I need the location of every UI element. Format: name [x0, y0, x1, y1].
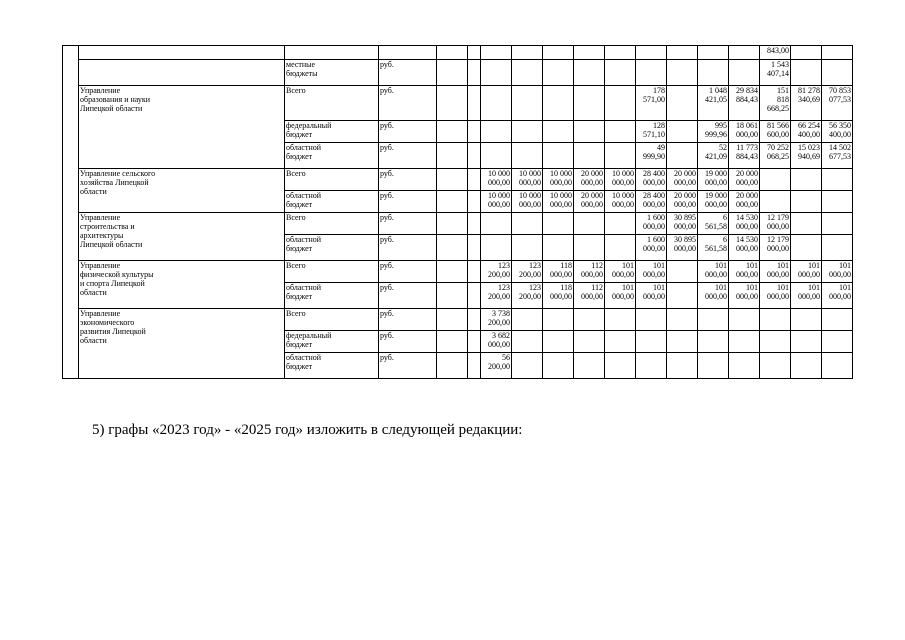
- value-cell: [512, 143, 543, 169]
- value-cell: [729, 309, 760, 331]
- value-cell: [760, 331, 791, 353]
- value-cell: [729, 46, 760, 60]
- unit-cell: руб.: [379, 261, 437, 283]
- value-cell: 123 200,00: [512, 261, 543, 283]
- organization-cell: Управление экономического развития Липецкой области: [79, 309, 285, 379]
- value-cell: 123 200,00: [481, 283, 512, 309]
- value-cell: 20 000 000,00: [667, 169, 698, 191]
- value-cell: [481, 86, 512, 121]
- value-cell: [729, 353, 760, 379]
- value-cell: [605, 60, 636, 86]
- value-cell: [574, 143, 605, 169]
- value-cell: [791, 169, 822, 191]
- unit-cell: руб.: [379, 191, 437, 213]
- empty-cell: [437, 235, 468, 261]
- value-cell: [667, 331, 698, 353]
- value-cell: [512, 213, 543, 235]
- value-cell: 101 000,00: [791, 283, 822, 309]
- value-cell: [605, 309, 636, 331]
- value-cell: [574, 213, 605, 235]
- value-cell: 12 179 000,00: [760, 213, 791, 235]
- empty-cell: [468, 121, 481, 143]
- unit-cell: руб.: [379, 169, 437, 191]
- value-cell: [481, 60, 512, 86]
- value-cell: 81 566 600,00: [760, 121, 791, 143]
- value-cell: [512, 235, 543, 261]
- empty-cell: [437, 331, 468, 353]
- value-cell: 12 179 000,00: [760, 235, 791, 261]
- value-cell: 6 561,58: [698, 213, 729, 235]
- value-cell: 11 773 884,43: [729, 143, 760, 169]
- value-cell: [729, 331, 760, 353]
- value-cell: [667, 309, 698, 331]
- empty-cell: [437, 213, 468, 235]
- source-cell: федеральный бюджет: [285, 121, 379, 143]
- value-cell: [698, 309, 729, 331]
- value-cell: [822, 169, 853, 191]
- value-cell: 101 000,00: [822, 261, 853, 283]
- value-cell: 101 000,00: [698, 261, 729, 283]
- value-cell: 14 530 000,00: [729, 213, 760, 235]
- value-cell: [822, 331, 853, 353]
- empty-cell: [437, 169, 468, 191]
- value-cell: [822, 235, 853, 261]
- table-row: [63, 86, 853, 121]
- value-cell: [543, 235, 574, 261]
- empty-cell: [468, 331, 481, 353]
- value-cell: [822, 353, 853, 379]
- value-cell: [636, 46, 667, 60]
- value-cell: 10 000 000,00: [512, 169, 543, 191]
- empty-cell: [468, 283, 481, 309]
- value-cell: [822, 309, 853, 331]
- value-cell: [574, 60, 605, 86]
- value-cell: 123 200,00: [481, 261, 512, 283]
- value-cell: [543, 86, 574, 121]
- value-cell: [760, 191, 791, 213]
- value-cell: [543, 331, 574, 353]
- value-cell: 70 853 077,53: [822, 86, 853, 121]
- empty-cell: [437, 121, 468, 143]
- unit-cell: руб.: [379, 331, 437, 353]
- value-cell: [791, 213, 822, 235]
- value-cell: 101 000,00: [729, 261, 760, 283]
- value-cell: [574, 121, 605, 143]
- value-cell: 128 571,10: [636, 121, 667, 143]
- value-cell: [512, 353, 543, 379]
- value-cell: 10 000 000,00: [512, 191, 543, 213]
- budget-table: [62, 45, 853, 379]
- value-cell: 30 895 000,00: [667, 235, 698, 261]
- value-cell: 112 000,00: [574, 283, 605, 309]
- source-cell: Всего: [285, 261, 379, 283]
- value-cell: 14 530 000,00: [729, 235, 760, 261]
- empty-cell: [468, 235, 481, 261]
- table-row: [63, 46, 853, 60]
- value-cell: 56 200,00: [481, 353, 512, 379]
- unit-cell: руб.: [379, 213, 437, 235]
- instruction-text: 5) графы «2023 год» - «2025 год» изложить в следующей редакции:: [92, 422, 523, 438]
- organization-cell: [79, 60, 285, 86]
- value-cell: 20 000 000,00: [729, 191, 760, 213]
- value-cell: 18 061 000,00: [729, 121, 760, 143]
- value-cell: [791, 191, 822, 213]
- value-cell: [667, 121, 698, 143]
- value-cell: 49 999,90: [636, 143, 667, 169]
- value-cell: [574, 331, 605, 353]
- value-cell: [667, 46, 698, 60]
- value-cell: [481, 143, 512, 169]
- value-cell: [574, 309, 605, 331]
- value-cell: [481, 213, 512, 235]
- value-cell: 19 000 000,00: [698, 169, 729, 191]
- value-cell: [512, 331, 543, 353]
- value-cell: [543, 46, 574, 60]
- empty-cell: [468, 191, 481, 213]
- value-cell: 1 543 407,14: [760, 60, 791, 86]
- value-cell: 101 000,00: [729, 283, 760, 309]
- value-cell: 1 600 000,00: [636, 213, 667, 235]
- value-cell: [543, 353, 574, 379]
- value-cell: 15 023 940,69: [791, 143, 822, 169]
- value-cell: 29 834 884,43: [729, 86, 760, 121]
- value-cell: 14 502 677,53: [822, 143, 853, 169]
- value-cell: [729, 60, 760, 86]
- value-cell: [698, 46, 729, 60]
- empty-cell: [437, 60, 468, 86]
- value-cell: [698, 331, 729, 353]
- empty-cell: [468, 86, 481, 121]
- value-cell: [605, 213, 636, 235]
- empty-cell: [437, 46, 468, 60]
- value-cell: 101 000,00: [636, 283, 667, 309]
- value-cell: 101 000,00: [791, 261, 822, 283]
- value-cell: [605, 353, 636, 379]
- empty-cell: [437, 86, 468, 121]
- empty-cell: [468, 213, 481, 235]
- value-cell: 101 000,00: [698, 283, 729, 309]
- unit-cell: руб.: [379, 143, 437, 169]
- value-cell: 70 252 068,25: [760, 143, 791, 169]
- empty-cell: [437, 191, 468, 213]
- empty-cell: [437, 143, 468, 169]
- value-cell: [822, 46, 853, 60]
- table-row: [63, 60, 853, 86]
- value-cell: [481, 46, 512, 60]
- value-cell: [605, 235, 636, 261]
- value-cell: [760, 169, 791, 191]
- value-cell: [667, 283, 698, 309]
- value-cell: 28 400 000,00: [636, 169, 667, 191]
- unit-cell: [379, 46, 437, 60]
- value-cell: [667, 86, 698, 121]
- value-cell: 995 999,96: [698, 121, 729, 143]
- value-cell: [667, 261, 698, 283]
- organization-cell: Управление сельского хозяйства Липецкой области: [79, 169, 285, 213]
- table-row: [63, 213, 853, 235]
- empty-cell: [468, 143, 481, 169]
- empty-cell: [468, 309, 481, 331]
- value-cell: 52 421,09: [698, 143, 729, 169]
- value-cell: [760, 353, 791, 379]
- value-cell: 3 738 200,00: [481, 309, 512, 331]
- empty-cell: [437, 283, 468, 309]
- empty-cell: [437, 309, 468, 331]
- value-cell: [481, 121, 512, 143]
- value-cell: [822, 213, 853, 235]
- unit-cell: руб.: [379, 121, 437, 143]
- value-cell: 123 200,00: [512, 283, 543, 309]
- value-cell: [667, 353, 698, 379]
- value-cell: 10 000 000,00: [543, 169, 574, 191]
- value-cell: [574, 86, 605, 121]
- organization-cell: Управление физической культуры и спорта Липецкой области: [79, 261, 285, 309]
- value-cell: 20 000 000,00: [729, 169, 760, 191]
- value-cell: 6 561,58: [698, 235, 729, 261]
- source-cell: федеральный бюджет: [285, 331, 379, 353]
- value-cell: [543, 143, 574, 169]
- value-cell: 20 000 000,00: [667, 191, 698, 213]
- value-cell: 20 000 000,00: [574, 191, 605, 213]
- value-cell: [543, 309, 574, 331]
- value-cell: 843,00: [760, 46, 791, 60]
- value-cell: [543, 60, 574, 86]
- source-cell: Всего: [285, 213, 379, 235]
- value-cell: [605, 331, 636, 353]
- empty-cell: [468, 60, 481, 86]
- source-cell: областной бюджет: [285, 191, 379, 213]
- value-cell: [822, 191, 853, 213]
- empty-cell: [468, 46, 481, 60]
- value-cell: 101 000,00: [605, 283, 636, 309]
- value-cell: [605, 121, 636, 143]
- value-cell: [760, 309, 791, 331]
- unit-cell: руб.: [379, 283, 437, 309]
- value-cell: 10 000 000,00: [605, 191, 636, 213]
- source-cell: местные бюджеты: [285, 60, 379, 86]
- value-cell: [543, 213, 574, 235]
- source-cell: областной бюджет: [285, 143, 379, 169]
- value-cell: [512, 309, 543, 331]
- value-cell: 151 818 668,25: [760, 86, 791, 121]
- organization-cell: Управление строительства и архитектуры Липецкой области: [79, 213, 285, 261]
- empty-cell: [468, 353, 481, 379]
- value-cell: [605, 143, 636, 169]
- value-cell: 66 254 400,00: [791, 121, 822, 143]
- table-row: [63, 169, 853, 191]
- organization-cell: Управление образования и науки Липецкой области: [79, 86, 285, 169]
- value-cell: [791, 60, 822, 86]
- value-cell: [636, 309, 667, 331]
- table-row: [63, 309, 853, 331]
- empty-cell: [437, 261, 468, 283]
- value-cell: 101 000,00: [822, 283, 853, 309]
- organization-cell: [79, 46, 285, 60]
- value-cell: 81 278 340,69: [791, 86, 822, 121]
- value-cell: 30 895 000,00: [667, 213, 698, 235]
- value-cell: 10 000 000,00: [481, 169, 512, 191]
- value-cell: 10 000 000,00: [481, 191, 512, 213]
- value-cell: 10 000 000,00: [543, 191, 574, 213]
- source-cell: Всего: [285, 309, 379, 331]
- source-cell: Всего: [285, 86, 379, 121]
- table-body: [63, 46, 853, 379]
- value-cell: 28 400 000,00: [636, 191, 667, 213]
- value-cell: [543, 121, 574, 143]
- value-cell: [512, 46, 543, 60]
- value-cell: [605, 46, 636, 60]
- value-cell: [636, 331, 667, 353]
- value-cell: [667, 60, 698, 86]
- value-cell: [667, 143, 698, 169]
- unit-cell: руб.: [379, 86, 437, 121]
- value-cell: 1 600 000,00: [636, 235, 667, 261]
- value-cell: 56 350 400,00: [822, 121, 853, 143]
- value-cell: [636, 353, 667, 379]
- unit-cell: руб.: [379, 309, 437, 331]
- value-cell: [791, 353, 822, 379]
- value-cell: 112 000,00: [574, 261, 605, 283]
- value-cell: 19 000 000,00: [698, 191, 729, 213]
- row-number-cell: [63, 46, 79, 379]
- value-cell: [512, 60, 543, 86]
- value-cell: [574, 46, 605, 60]
- value-cell: [574, 235, 605, 261]
- value-cell: 118 000,00: [543, 283, 574, 309]
- value-cell: [636, 60, 667, 86]
- unit-cell: руб.: [379, 235, 437, 261]
- unit-cell: руб.: [379, 353, 437, 379]
- value-cell: 10 000 000,00: [605, 169, 636, 191]
- value-cell: 3 682 000,00: [481, 331, 512, 353]
- empty-cell: [437, 353, 468, 379]
- table-row: [63, 261, 853, 283]
- source-cell: Всего: [285, 169, 379, 191]
- value-cell: 118 000,00: [543, 261, 574, 283]
- value-cell: [822, 60, 853, 86]
- value-cell: 178 571,00: [636, 86, 667, 121]
- value-cell: [791, 331, 822, 353]
- value-cell: 101 000,00: [760, 261, 791, 283]
- value-cell: 101 000,00: [760, 283, 791, 309]
- value-cell: [791, 46, 822, 60]
- value-cell: 101 000,00: [605, 261, 636, 283]
- value-cell: [512, 121, 543, 143]
- value-cell: [574, 353, 605, 379]
- value-cell: [605, 86, 636, 121]
- value-cell: [698, 353, 729, 379]
- value-cell: [512, 86, 543, 121]
- source-cell: областной бюджет: [285, 283, 379, 309]
- source-cell: областной бюджет: [285, 353, 379, 379]
- empty-cell: [468, 169, 481, 191]
- value-cell: [481, 235, 512, 261]
- unit-cell: руб.: [379, 60, 437, 86]
- source-cell: [285, 46, 379, 60]
- empty-cell: [468, 261, 481, 283]
- value-cell: 101 000,00: [636, 261, 667, 283]
- value-cell: [791, 309, 822, 331]
- value-cell: [791, 235, 822, 261]
- source-cell: областной бюджет: [285, 235, 379, 261]
- value-cell: 20 000 000,00: [574, 169, 605, 191]
- value-cell: [698, 60, 729, 86]
- value-cell: 1 048 421,05: [698, 86, 729, 121]
